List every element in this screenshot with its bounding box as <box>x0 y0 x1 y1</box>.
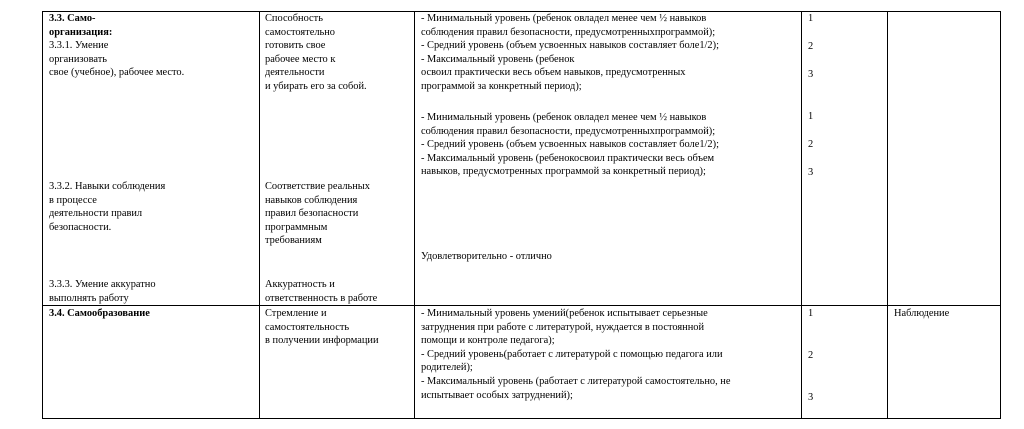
score: 1 <box>808 111 814 122</box>
column-divider <box>414 11 415 419</box>
level-text: - Минимальный уровень (ребенок овладел менее чем ½ навыков <box>421 112 707 123</box>
level-text: помощи и контроле педагога); <box>421 335 555 347</box>
level-text: программой за конкретный период); <box>421 81 582 92</box>
row-divider <box>42 305 1000 306</box>
criterion-text: Соответствие реальных <box>265 181 370 192</box>
level-text: - Минимальный уровень (ребенок овладел менее чем ½ навыков <box>421 13 707 24</box>
skill-text: в процессе <box>49 194 97 206</box>
score: 2 <box>808 350 814 361</box>
skill-text: организовать <box>49 53 108 65</box>
level-text: - Средний уровень(работает с литературой с помощью педагога или <box>421 348 723 360</box>
level-text: - Средний уровень (объем усвоенных навыков составляет боле1/2); <box>421 40 719 52</box>
criterion-text: в получении информации <box>265 335 379 347</box>
table-border-left <box>42 11 43 419</box>
level-text: освоил практически весь объем навыков, предусмотренных <box>421 67 686 79</box>
table-border-bottom <box>42 418 1000 419</box>
skill-text: выполнять работу <box>49 292 129 304</box>
method-text: Наблюдение <box>894 308 950 319</box>
criterion-text: рабочее место к <box>265 53 336 65</box>
level-text: затруднения при работе с литературой, нуждается в постоянной <box>421 321 705 333</box>
column-divider <box>801 11 802 419</box>
score: 3 <box>808 392 814 403</box>
criterion-text: ответственность в работе <box>265 292 378 304</box>
criterion-text: и убирать его за собой. <box>265 81 367 92</box>
score: 2 <box>808 139 814 150</box>
skill-text: 3.3.1. Умение <box>49 40 109 52</box>
table-border-right <box>1000 11 1001 419</box>
score: 1 <box>808 13 814 24</box>
score: 3 <box>808 69 814 80</box>
section-title: 3.4. Самообразование <box>49 308 150 319</box>
level-text: - Средний уровень (объем усвоенных навыков составляет боле1/2); <box>421 139 719 151</box>
level-text: соблюдения правил безопасности, предусмотренныхпрограммой); <box>421 125 716 137</box>
column-divider <box>887 11 888 419</box>
skill-text: безопасности. <box>49 221 112 233</box>
skill-text: деятельности правил <box>49 208 143 220</box>
level-text: соблюдения правил безопасности, предусмотренныхпрограммой); <box>421 26 716 38</box>
criterion-text: готовить свое <box>265 40 326 52</box>
criterion-text: Аккуратность и <box>265 279 335 290</box>
criterion-text: навыков соблюдения <box>265 194 358 206</box>
level-text: родителей); <box>421 362 473 374</box>
column-divider <box>259 11 260 419</box>
criterion-text: программным <box>265 221 328 233</box>
level-text: - Максимальный уровень (работает с литературой самостоятельно, не <box>421 376 731 387</box>
criterion-text: самостоятельность <box>265 321 350 333</box>
level-text: - Максимальный уровень (ребенокосвоил практически весь объем <box>421 152 715 164</box>
score: 2 <box>808 41 814 52</box>
skill-text: свое (учебное), рабочее место. <box>49 67 185 79</box>
level-text: - Максимальный уровень (ребенок <box>421 53 575 65</box>
level-text: испытывает особых затруднений); <box>421 389 573 401</box>
criterion-text: Стремление и <box>265 308 327 319</box>
rating-text: Удовлетворительно - отлично <box>421 251 552 262</box>
section-title: организация: <box>49 26 113 38</box>
criterion-text: требованиям <box>265 235 322 247</box>
skill-text: 3.3.2. Навыки соблюдения <box>49 181 166 192</box>
section-title: 3.3. Само- <box>49 13 96 24</box>
level-text: навыков, предусмотренных программой за конкретный период); <box>421 166 706 178</box>
criterion-text: самостоятельно <box>265 26 336 38</box>
criterion-text: деятельности <box>265 67 325 79</box>
score: 3 <box>808 167 814 178</box>
skill-text: 3.3.3. Умение аккуратно <box>49 279 156 290</box>
criterion-text: правил безопасности <box>265 208 359 220</box>
criterion-text: Способность <box>265 13 323 24</box>
level-text: - Минимальный уровень умений(ребенок испытывает серьезные <box>421 308 708 319</box>
score: 1 <box>808 308 814 319</box>
